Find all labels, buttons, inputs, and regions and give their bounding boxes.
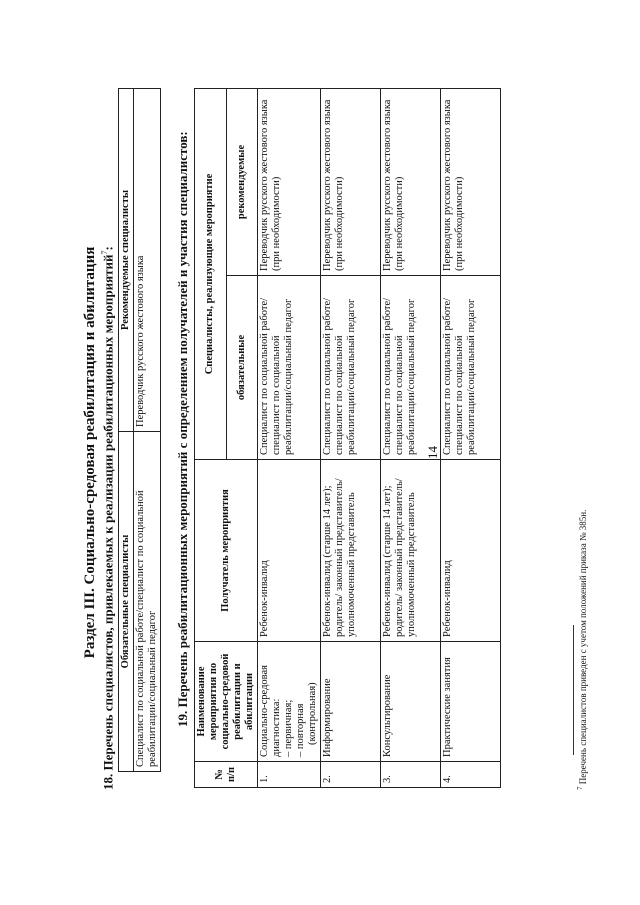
specialists-table-header: [119, 89, 134, 772]
cell-mandatory-specialists: Специалист по социальной работе/специалист по социальной реабилитации/социальный педагог: [134, 432, 161, 772]
row-recommended: Переводчик русского жестового языка (при необходимости): [441, 89, 501, 276]
row-mandatory: Специалист по социальной работе/специалист по социальной реабилитации/социальный педагог: [258, 276, 321, 460]
row-recommended: Переводчик русского жестового языка (при необходимости): [258, 89, 321, 276]
section19-heading: 19. Перечень реабилитационных мероприятий с определением получателей и участия специалистов:: [175, 131, 190, 727]
row-recommended: Переводчик русского жестового языка (при необходимости): [321, 89, 381, 276]
section18-heading-end: :: [100, 246, 116, 251]
row-mandatory: Специалист по социальной работе/специалист по социальной реабилитации/социальный педагог: [381, 276, 441, 460]
row-num: 1.: [258, 762, 321, 788]
row-recipient: Ребенок-инвалид: [258, 460, 321, 642]
row-mandatory: Специалист по социальной работе/специалист по социальной реабилитации/социальный педагог: [321, 276, 381, 460]
col-header-mandatory: Обязательные специалисты: [119, 432, 134, 772]
specialists-table-row: [134, 89, 161, 772]
row-recipient: Ребенок-инвалид (старше 14 лет); родитель/ законный представитель/ уполномоченный представитель: [321, 460, 381, 642]
table-row: [381, 89, 441, 788]
footnote-ref: 7: [100, 250, 109, 255]
row-num: 3.: [381, 762, 441, 788]
header-num: № п/п: [195, 762, 258, 788]
header-recommended: рекомендуемые: [226, 89, 258, 276]
col-header-recommended: Рекомендуемые специалисты: [119, 89, 134, 432]
header-mandatory: обязательные: [226, 276, 258, 460]
row-mandatory: Специалист по социальной работе/специалист по социальной реабилитации/социальный педагог: [441, 276, 501, 460]
header-measure-name: Наименование мероприятия по социально-средовой реабилитации и абилитации: [195, 642, 258, 762]
row-measure-name: [258, 642, 321, 762]
row-recipient: Ребенок-инвалид (старше 14 лет); родитель/ законный представитель/ уполномоченный представитель: [381, 460, 441, 642]
footnote: [576, 510, 588, 790]
row-measure-name: Информирование: [321, 642, 381, 762]
row-measure-name: Консультирование: [381, 642, 441, 762]
measure-name-text: Социально-средовая диагностика:: [259, 665, 282, 757]
measures-table-header: [195, 89, 227, 788]
measure-subitem: – первичная;: [283, 699, 294, 757]
measure-subitem: – повторная (контрольная): [295, 682, 318, 757]
row-recommended: Переводчик русского жестового языка (при необходимости): [381, 89, 441, 276]
row-recipient: Ребенок-инвалид: [441, 460, 501, 642]
footnote-text: Перечень специалистов приведен с учетом положений приказа № 385н.: [578, 509, 588, 785]
header-specialists: Специалисты, реализующие мероприятие: [195, 89, 227, 460]
table-row: [321, 89, 381, 788]
row-measure-name: Практические занятия: [441, 642, 501, 762]
specialists-table: [118, 88, 161, 772]
measures-table: [194, 88, 501, 788]
row-num: 4.: [441, 762, 501, 788]
table-row: [258, 89, 321, 788]
row-num: 2.: [321, 762, 381, 788]
cell-recommended-specialists: Переводчик русского жестового языка: [134, 89, 161, 432]
page-number: 14: [425, 446, 440, 459]
table-row: [441, 89, 501, 788]
section18-heading: [100, 246, 116, 790]
section-title: Раздел III. Социально-средовая реабилитация и абилитация: [82, 246, 98, 659]
section18-heading-text: 18. Перечень специалистов, привлекаемых к реализации реабилитационных мероприятий: [100, 254, 116, 790]
footnote-mark: 7: [576, 786, 584, 790]
header-recipient: Получатель мероприятия: [195, 460, 258, 642]
footnote-separator: [573, 625, 574, 755]
